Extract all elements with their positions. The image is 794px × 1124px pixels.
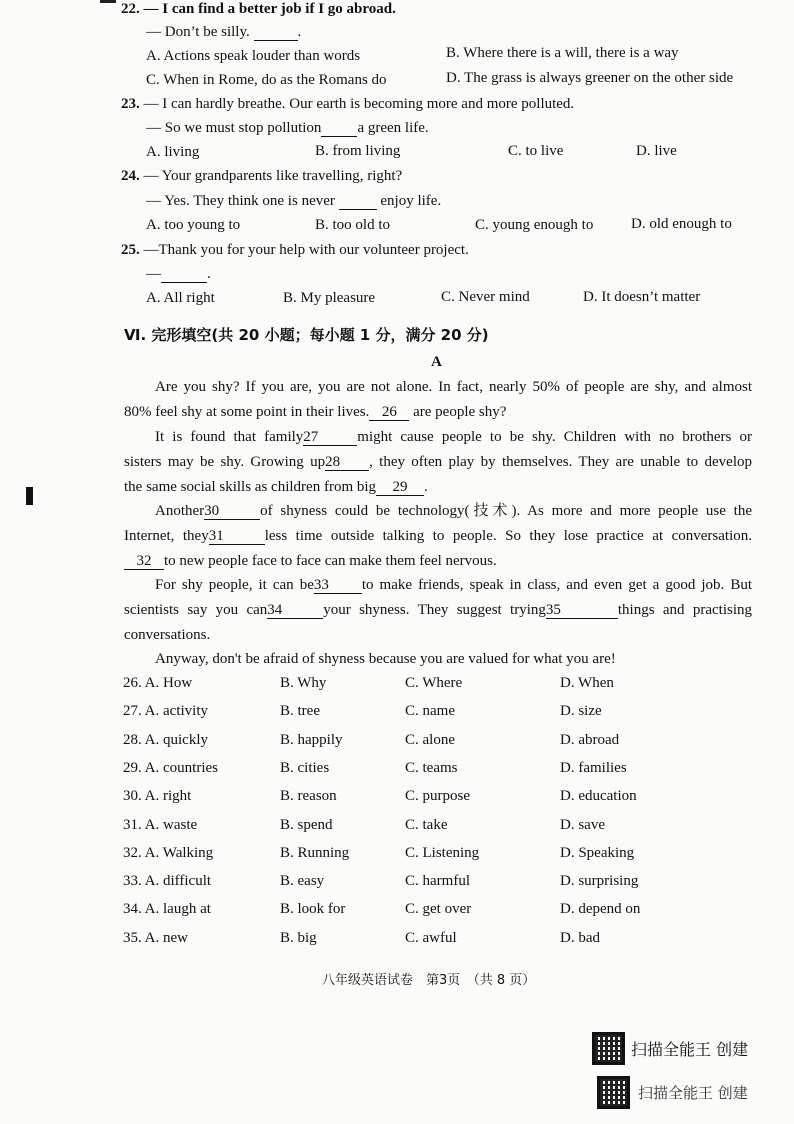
option: D. The grass is always greener on the other side (446, 70, 734, 86)
question-23-prompt: 23. — I can hardly breathe. Our earth is becoming more and more polluted. (121, 96, 575, 112)
cloze-option: B. cities (280, 759, 330, 776)
question-24-response: — Yes. They think one is never enjoy life. (146, 193, 442, 209)
option: A. All right (146, 290, 215, 306)
cloze-option: B. look for (280, 901, 346, 918)
option: D. live (636, 143, 677, 159)
page-footer: 八年级英语试卷 第3页 （共 8 页） (322, 973, 536, 988)
cloze-option-row-start: 28. A. quickly (123, 731, 208, 748)
cloze-blank-28[interactable]: 28 (325, 455, 369, 471)
cloze-option-row-start: 26. A. How (123, 675, 193, 691)
option: C. young enough to (475, 217, 594, 233)
cloze-blank-29[interactable]: 29 (376, 480, 424, 496)
cloze-option: D. save (560, 816, 605, 833)
passage-paragraph-4: For shy people, it can be33 to make friends, speak in class, and even get a good job. But scientists say you can34 your shyness. They suggest trying35 things and practising conversations. (124, 577, 753, 643)
cloze-option: D. Speaking (560, 844, 635, 861)
answer-blank[interactable] (321, 121, 357, 137)
option: D. old enough to (631, 216, 732, 232)
option: B. My pleasure (283, 290, 376, 306)
option: A. living (146, 144, 200, 160)
cloze-option-row-start: 34. A. laugh at (123, 901, 211, 918)
option: B. Where there is a will, there is a way (446, 45, 679, 61)
cloze-blank-30[interactable]: 30 (204, 504, 260, 520)
cloze-option: C. take (405, 816, 448, 833)
cloze-option: D. depend on (560, 901, 641, 918)
cloze-option-row-start: 31. A. waste (123, 816, 198, 833)
answer-blank[interactable] (339, 194, 377, 210)
cloze-blank-27[interactable]: 27 (303, 430, 357, 446)
passage-label: A (431, 354, 442, 370)
cloze-option: D. surprising (560, 873, 639, 890)
cloze-option: D. abroad (560, 731, 620, 748)
option: B. from living (315, 143, 401, 159)
corner-scan-mark (100, 0, 116, 3)
passage-paragraph-1: Are you shy? If you are, you are not alone. In fact, nearly 50% of people are shy, and almost 80% feel shy at some point in their lives. 26 are people shy? (124, 379, 752, 420)
cloze-option: C. awful (405, 929, 457, 946)
cloze-option-row-start: 32. A. Walking (123, 844, 214, 861)
cloze-option: B. spend (280, 816, 333, 833)
cloze-option: D. bad (560, 929, 600, 946)
option: A. Actions speak louder than words (146, 48, 361, 64)
scanner-watermark: 扫描全能王 创建 (592, 1032, 748, 1065)
cloze-option-row-start: 29. A. countries (123, 759, 218, 776)
cloze-option: B. happily (280, 731, 343, 748)
cloze-blank-35[interactable]: 35 (546, 603, 618, 619)
scanner-watermark: 扫描全能王 创建 (597, 1076, 748, 1109)
option: A. too young to (146, 217, 241, 233)
option: C. When in Rome, do as the Romans do (146, 72, 387, 88)
answer-blank[interactable] (254, 25, 298, 41)
cloze-option-row-start: 33. A. difficult (123, 873, 212, 890)
cloze-option: C. Listening (405, 844, 480, 861)
option: C. Never mind (441, 289, 530, 305)
option: C. to live (508, 143, 564, 159)
cloze-option: C. teams (405, 759, 458, 776)
cloze-option: C. name (405, 703, 455, 720)
cloze-option: B. Running (280, 844, 350, 861)
cloze-blank-34[interactable]: 34 (267, 603, 323, 619)
question-22-prompt: 22. — I can find a better job if I go abroad. (121, 1, 396, 17)
question-22-response: — Don’t be silly. . (146, 24, 302, 40)
option: D. It doesn’t matter (583, 289, 701, 305)
cloze-blank-31[interactable]: 31 (209, 529, 265, 545)
cloze-option: C. purpose (405, 788, 470, 805)
cloze-option: B. big (280, 929, 317, 946)
cloze-option: D. families (560, 759, 627, 776)
question-25-prompt: 25. —Thank you for your help with our volunteer project. (121, 242, 469, 258)
option: B. too old to (315, 217, 391, 233)
cloze-option-row-start: 30. A. right (123, 788, 192, 805)
section-title: Ⅵ. 完形填空(共 20 小题；每小题 1 分，满分 20 分) (124, 326, 489, 344)
cloze-option: B. reason (280, 788, 337, 805)
passage-paragraph-2: It is found that family27 might cause people to be shy. Children with no brothers or sisters may be shy. Growing up28 , they often play by themselves. They are unable to develop the same social skills as children from big 29 . (124, 429, 752, 495)
cloze-option: B. easy (280, 873, 325, 890)
cloze-option: D. When (560, 675, 614, 691)
cloze-option-row-start: 35. A. new (123, 929, 188, 946)
qr-code-icon (592, 1032, 625, 1065)
cloze-blank-33[interactable]: 33 (314, 578, 362, 594)
cloze-option: C. alone (405, 731, 455, 748)
cloze-option: C. harmful (405, 873, 470, 890)
qr-code-icon (597, 1076, 630, 1109)
cloze-option: B. tree (280, 703, 320, 720)
question-25-response: — . (146, 266, 211, 282)
answer-blank[interactable] (161, 267, 207, 283)
question-23-response: — So we must stop pollution a green life. (146, 120, 429, 136)
cloze-option-row-start: 27. A. activity (123, 703, 208, 720)
passage-paragraph-3: Another30 of shyness could be technology(技术). As more and more people use the Internet, they31 less time outside talking to people. So they lose practice at conversation. 32 to new people face to face can make them feel nervous. (124, 503, 753, 569)
cloze-option: D. education (560, 788, 637, 805)
cloze-blank-32[interactable]: 32 (124, 554, 164, 570)
cloze-option: C. Where (405, 675, 463, 691)
cloze-option: B. Why (280, 675, 327, 691)
margin-scan-mark (26, 487, 33, 505)
cloze-option: C. get over (405, 901, 472, 918)
question-24-prompt: 24. — Your grandparents like travelling, right? (121, 168, 403, 184)
cloze-option: D. size (560, 703, 602, 720)
passage-paragraph-5: Anyway, don't be afraid of shyness because you are valued for what you are! (155, 651, 616, 667)
cloze-blank-26[interactable]: 26 (369, 405, 409, 421)
